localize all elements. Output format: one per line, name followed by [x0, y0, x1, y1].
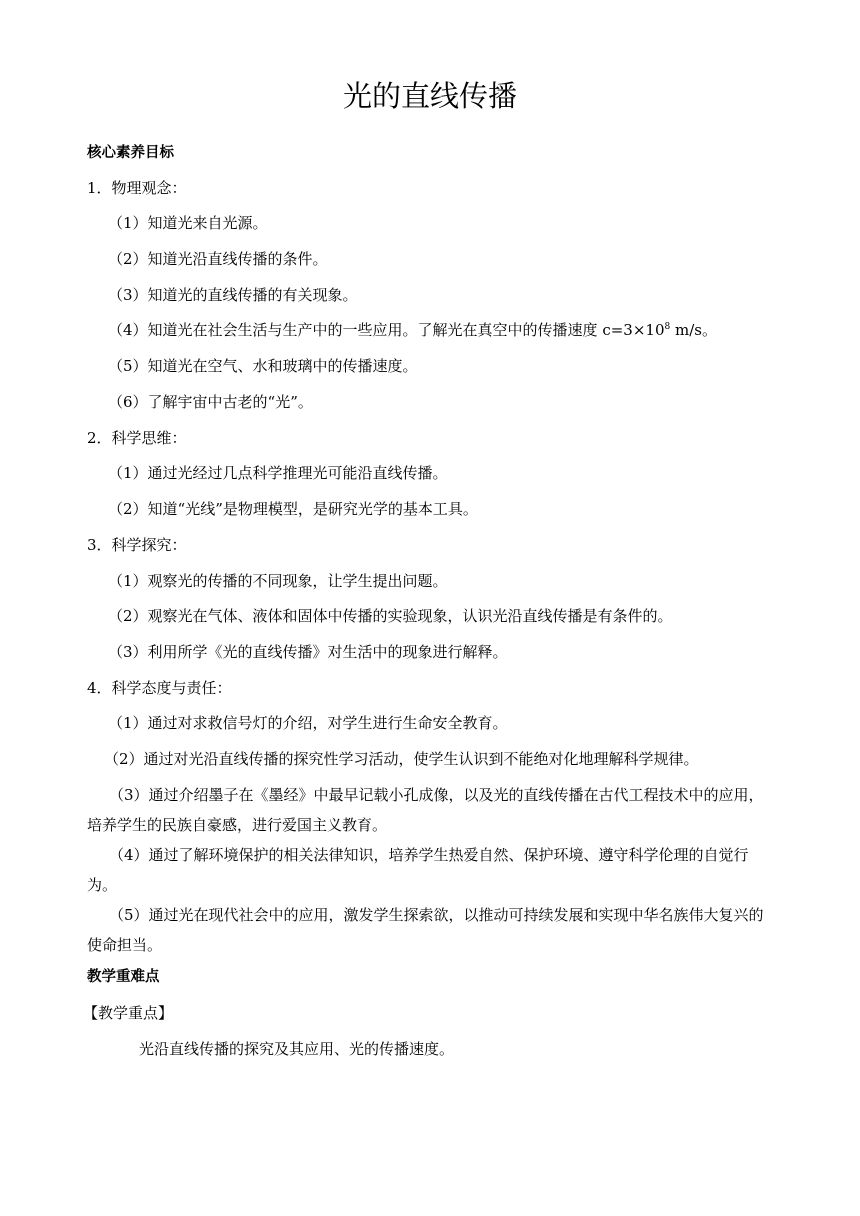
group-label-scientific-thinking: 2．科学思维： — [87, 429, 187, 447]
section-heading-core-goals: 核心素养目标 — [87, 145, 174, 161]
light-speed-text: （4）知道光在社会生活与生产中的一些应用。了解光在真空中的传播速度 c=3×10 — [108, 321, 665, 339]
subheading-teaching-focus: 【教学重点】 — [83, 1004, 174, 1022]
list-item: （6）了解宇宙中古老的“光”。 — [108, 393, 313, 411]
list-item: （1）知道光来自光源。 — [108, 214, 268, 232]
light-speed-exponent: 8 — [664, 322, 671, 332]
document-title: 光的直线传播 — [342, 79, 517, 113]
list-item-light-speed — [108, 320, 717, 340]
list-item: （2）知道光沿直线传播的条件。 — [108, 250, 328, 268]
list-item: （2）知道“光线”是物理模型，是研究光学的基本工具。 — [108, 500, 478, 518]
teaching-focus-content: 光沿直线传播的探究及其应用、光的传播速度。 — [139, 1040, 455, 1058]
group-label-attitude-responsibility: 4．科学态度与责任： — [87, 679, 232, 697]
list-item: （3）知道光的直线传播的有关现象。 — [108, 286, 358, 304]
list-item: （1）通过对求救信号灯的介绍，对学生进行生命安全教育。 — [108, 714, 508, 732]
list-item-paragraph: （3）通过介绍墨子在《墨经》中最早记载小孔成像，以及光的直线传播在古代工程技术中的应用，培养学生的民族自豪感，进行爱国主义教育。 — [87, 786, 764, 834]
list-item: （2）通过对光沿直线传播的探究性学习活动，使学生认识到不能绝对化地理解科学规律。 — [104, 750, 699, 768]
group-label-scientific-inquiry: 3．科学探究： — [87, 536, 187, 554]
list-item: （1）通过光经过几点科学推理光可能沿直线传播。 — [108, 464, 448, 482]
group-label-physics-concept: 1．物理观念： — [87, 179, 187, 197]
list-item-paragraph: （5）通过光在现代社会中的应用，激发学生探索欲，以推动可持续发展和实现中华名族伟大复兴的使命担当。 — [87, 906, 764, 954]
light-speed-unit: m/s。 — [670, 321, 717, 339]
list-item: （3）利用所学《光的直线传播》对生活中的现象进行解释。 — [108, 643, 508, 661]
list-item: （5）知道光在空气、水和玻璃中的传播速度。 — [108, 357, 418, 375]
list-item-paragraph: （4）通过了解环境保护的相关法律知识，培养学生热爱自然、保护环境、遵守科学伦理的自觉行为。 — [87, 846, 749, 894]
list-item: （2）观察光在气体、液体和固体中传播的实验现象，认识光沿直线传播是有条件的。 — [108, 607, 673, 625]
list-item: （1）观察光的传播的不同现象，让学生提出问题。 — [108, 572, 448, 590]
section-heading-key-difficult-points: 教学重难点 — [87, 969, 160, 985]
